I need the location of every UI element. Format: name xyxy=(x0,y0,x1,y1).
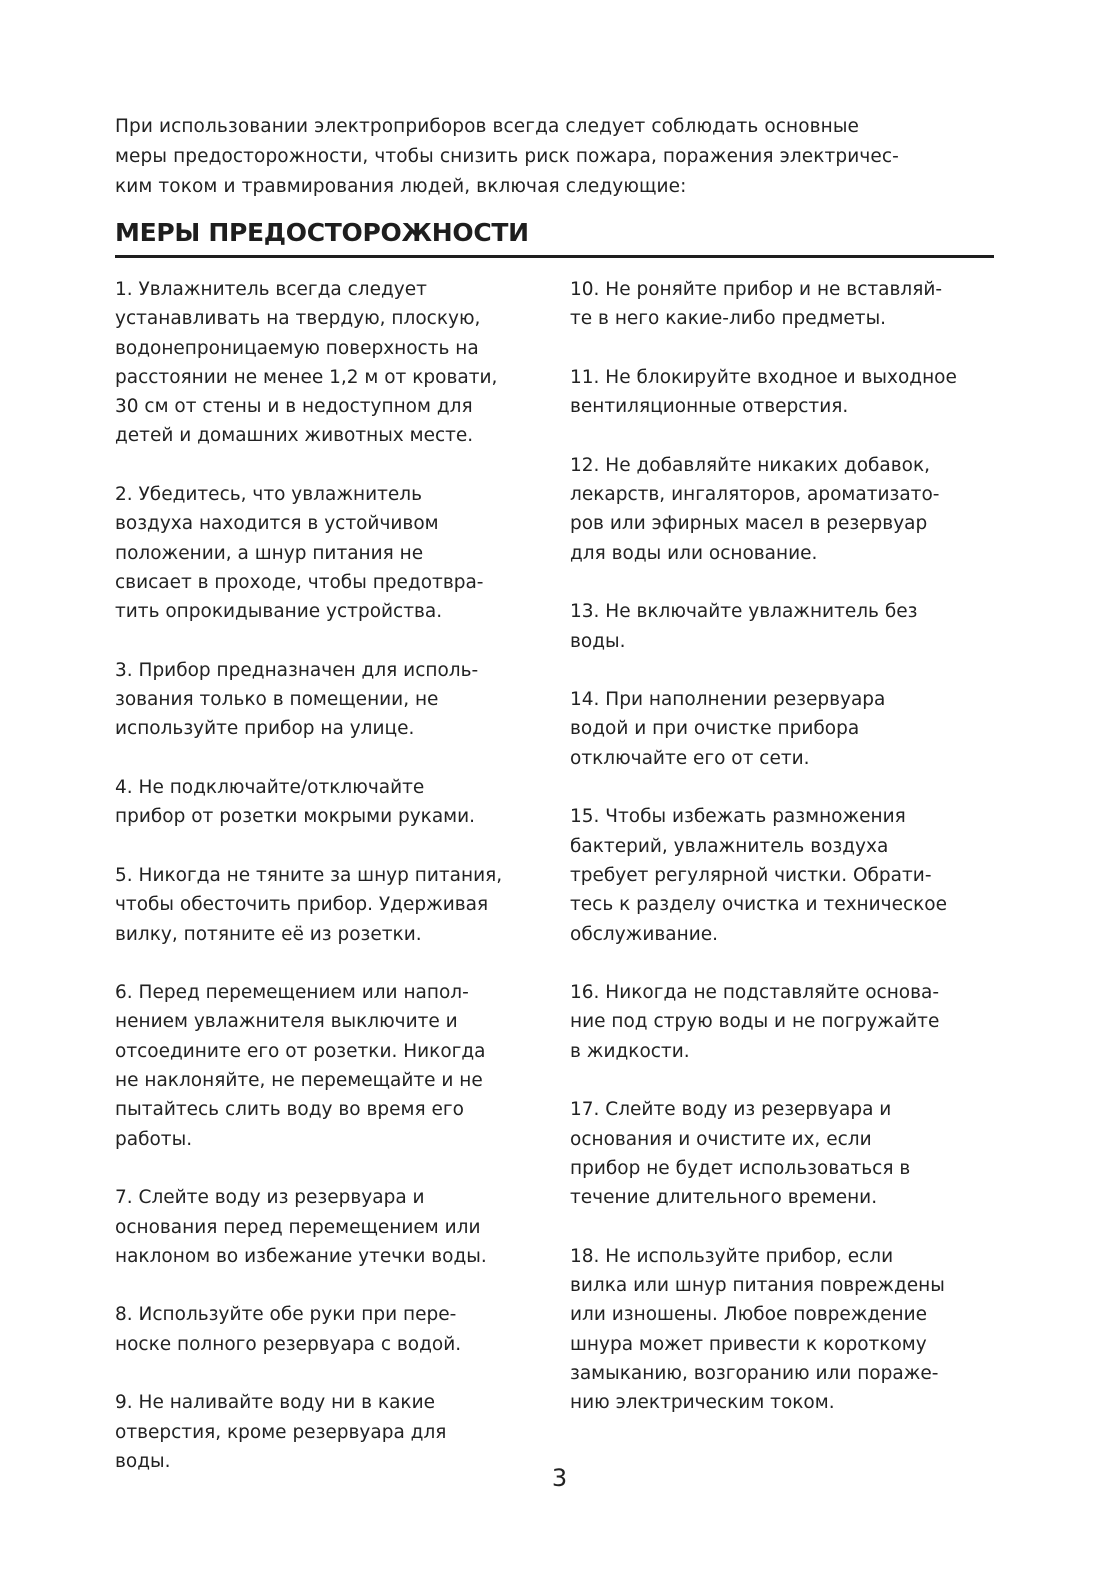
safety-item-line: водой и при очистке прибора xyxy=(570,718,860,740)
safety-item xyxy=(570,451,1000,568)
safety-item-line: основания и очистите их, если xyxy=(570,1128,872,1150)
safety-item-line: работы. xyxy=(115,1128,193,1150)
page-number: 3 xyxy=(551,1464,568,1492)
safety-item-line: ние под струю воды и не погружайте xyxy=(570,1011,940,1033)
safety-item-line: 15. Чтобы избежать размножения xyxy=(570,806,906,828)
safety-item-line: воздуха находится в устойчивом xyxy=(115,513,439,535)
safety-item-line: 17. Слейте воду из резервуара и xyxy=(570,1099,892,1121)
safety-item-line: положении, а шнур питания не xyxy=(115,542,424,564)
safety-item-line: отверстия, кроме резервуара для xyxy=(115,1421,447,1443)
safety-item-line: нением увлажнителя выключите и xyxy=(115,1011,458,1033)
safety-item-line: 5. Никогда не тяните за шнур питания, xyxy=(115,864,503,886)
intro-paragraph xyxy=(115,112,994,202)
left-column xyxy=(115,275,543,1505)
safety-item-line: замыканию, возгоранию или пораже- xyxy=(570,1362,939,1384)
safety-item-line: лекарств, ингаляторов, ароматизато- xyxy=(570,484,940,506)
safety-item-line: обслуживание. xyxy=(570,923,718,945)
safety-item xyxy=(570,978,1000,1066)
safety-item-line: требует регулярной чистки. Обрати- xyxy=(570,864,932,886)
right-column xyxy=(570,275,1000,1447)
safety-item-line: прибор не будет использоваться в xyxy=(570,1157,911,1179)
safety-item-line: тить опрокидывание устройства. xyxy=(115,601,443,623)
safety-item-line: отключайте его от сети. xyxy=(570,747,810,769)
safety-item-line: бактерий, увлажнитель воздуха xyxy=(570,835,889,857)
safety-item xyxy=(570,1095,1000,1212)
safety-item xyxy=(570,685,1000,773)
intro-line: ким током и травмирования людей, включая следующие: xyxy=(115,176,687,197)
intro-line: меры предосторожности, чтобы снизить риск пожара, поражения электричес- xyxy=(115,146,899,167)
safety-item-line: воды. xyxy=(570,630,626,652)
safety-item xyxy=(115,773,543,832)
safety-item xyxy=(570,275,1000,334)
safety-item-line: носке полного резервуара с водой. xyxy=(115,1333,462,1355)
safety-item-line: 7. Слейте воду из резервуара и xyxy=(115,1187,425,1209)
safety-item-line: детей и домашних животных месте. xyxy=(115,425,474,447)
heading-divider xyxy=(115,255,994,258)
intro-line: При использовании электроприборов всегда следует соблюдать основные xyxy=(115,116,860,137)
safety-item-line: вентиляционные отверстия. xyxy=(570,396,849,418)
safety-item xyxy=(570,597,1000,656)
safety-item xyxy=(115,656,543,744)
safety-item-line: 4. Не подключайте/отключайте xyxy=(115,777,425,799)
safety-item-line: отсоедините его от розетки. Никогда xyxy=(115,1040,486,1062)
safety-item xyxy=(570,1242,1000,1418)
safety-item-line: 14. При наполнении резервуара xyxy=(570,689,886,711)
safety-item-line: тесь к разделу очистка и техническое xyxy=(570,894,948,916)
safety-item-line: 13. Не включайте увлажнитель без xyxy=(570,601,918,623)
safety-item-line: 12. Не добавляйте никаких добавок, xyxy=(570,454,931,476)
safety-item xyxy=(570,802,1000,948)
safety-item xyxy=(115,480,543,626)
safety-item-line: 30 см от стены и в недоступном для xyxy=(115,396,473,418)
safety-item-line: прибор от розетки мокрыми руками. xyxy=(115,806,476,828)
safety-item xyxy=(115,1300,543,1359)
safety-item-line: воды. xyxy=(115,1450,171,1472)
safety-item-line: вилку, потяните её из розетки. xyxy=(115,923,422,945)
safety-item-line: ров или эфирных масел в резервуар xyxy=(570,513,928,535)
safety-item-line: чтобы обесточить прибор. Удерживая xyxy=(115,894,489,916)
safety-item-line: те в него какие-либо предметы. xyxy=(570,308,887,330)
safety-item xyxy=(570,363,1000,422)
safety-item xyxy=(115,1183,543,1271)
safety-item-line: водонепроницаемую поверхность на xyxy=(115,337,479,359)
safety-item xyxy=(115,978,543,1154)
safety-item-line: для воды или основание. xyxy=(570,542,818,564)
safety-item-line: вилка или шнур питания повреждены xyxy=(570,1275,945,1297)
safety-item-line: 18. Не используйте прибор, если xyxy=(570,1245,894,1267)
safety-item xyxy=(115,275,543,451)
safety-item-line: пытайтесь слить воду во время его xyxy=(115,1099,464,1121)
section-heading: МЕРЫ ПРЕДОСТОРОЖНОСТИ xyxy=(115,218,529,247)
safety-item-line: 2. Убедитесь, что увлажнитель xyxy=(115,484,422,506)
safety-item-line: 10. Не роняйте прибор и не вставляй- xyxy=(570,279,943,300)
safety-item-line: 3. Прибор предназначен для исполь- xyxy=(115,659,479,681)
safety-item-line: зования только в помещении, не xyxy=(115,689,439,711)
safety-item-line: шнура может привести к короткому xyxy=(570,1333,927,1355)
safety-item-line: 9. Не наливайте воду ни в какие xyxy=(115,1392,436,1414)
safety-item-line: течение длительного времени. xyxy=(570,1187,878,1209)
safety-item-line: расстоянии не менее 1,2 м от кровати, xyxy=(115,366,498,388)
safety-item-line: 11. Не блокируйте входное и выходное xyxy=(570,366,957,388)
safety-item-line: не наклоняйте, не перемещайте и не xyxy=(115,1070,483,1092)
safety-item-line: наклоном во избежание утечки воды. xyxy=(115,1245,487,1267)
safety-item xyxy=(115,861,543,949)
safety-item-line: 16. Никогда не подставляйте основа- xyxy=(570,982,940,1004)
safety-item-line: в жидкости. xyxy=(570,1040,690,1062)
safety-item-line: или изношены. Любое повреждение xyxy=(570,1304,928,1326)
safety-item-line: нию электрическим током. xyxy=(570,1392,835,1414)
safety-item-line: 1. Увлажнитель всегда следует xyxy=(115,279,427,300)
safety-item-line: свисает в проходе, чтобы предотвра- xyxy=(115,571,484,593)
safety-item-line: 6. Перед перемещением или напол- xyxy=(115,982,469,1004)
safety-item-line: устанавливать на твердую, плоскую, xyxy=(115,308,481,330)
safety-item-line: основания перед перемещением или xyxy=(115,1216,481,1238)
safety-item-line: используйте прибор на улице. xyxy=(115,718,415,740)
safety-item-line: 8. Используйте обе руки при пере- xyxy=(115,1304,457,1326)
